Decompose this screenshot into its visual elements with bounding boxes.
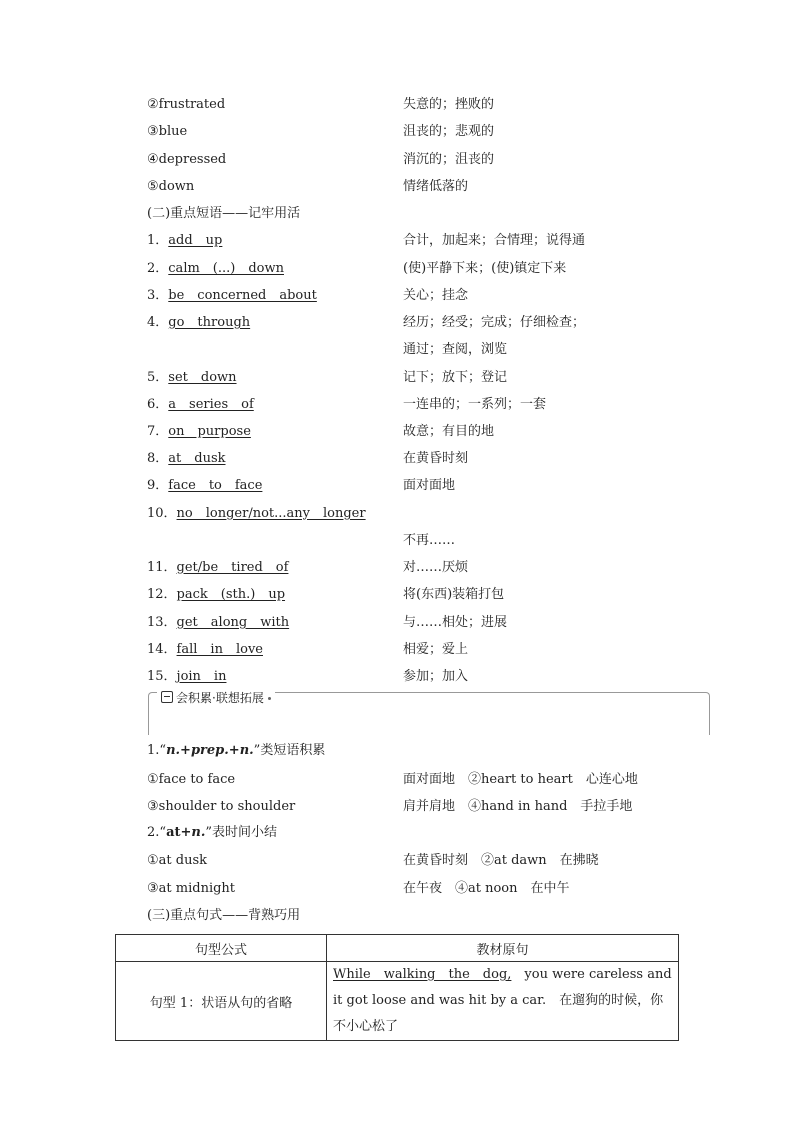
extension-row [147,797,667,817]
table-header-original: 教材原句 [327,935,679,962]
phrase-row [147,613,667,633]
box-title-text: 会积累·联想拓展 [176,691,264,705]
phrase-number: 2． [147,261,169,276]
phrase-meaning: 参加；加入 [403,669,469,684]
phrase-number: 6． [147,397,169,412]
phrase-meaning: 关心；挂念 [403,288,469,303]
phrase-number: 14． [147,642,177,657]
phrase-row [147,476,667,496]
phrase-row-continued [147,340,667,360]
phrase-number: 15． [147,669,177,684]
phrase-meaning: 将(东西)装箱打包 [403,587,505,602]
table-cell-original [327,962,679,1041]
sentence-rest: you were careless and it got loose and was hit by a car. 在遛狗的时候，你不小心松了 [333,967,672,1034]
extension-zh: 在午夜 ④at noon 在中午 [403,881,570,896]
phrase-row [147,558,667,578]
phrase-meaning: 在黄昏时刻 [403,451,469,466]
phrase-meaning: 与……相处；进展 [403,615,508,630]
phrase-meaning: 合计，加起来；合情理；说得通 [403,233,586,248]
extension-zh: 面对面地 ②heart to heart 心连心地 [403,772,638,787]
phrase-text: go through [168,315,251,330]
extension-en: ③at midnight [147,881,236,896]
underlined-clause: While walking the dog, [333,967,512,982]
word-zh: 情绪低落的 [403,179,469,194]
phrase-text: on purpose [168,424,251,439]
note-icon [161,691,173,703]
extension-heading-2: 2.“at+n.”表时间小结 [147,825,278,840]
phrase-text: add up [168,233,223,248]
word-zh: 失意的；挫败的 [403,97,495,112]
phrase-number: 8． [147,451,169,466]
phrase-text: fall in love [176,642,263,657]
extension-zh: 在黄昏时刻 ②at dawn 在拂晓 [403,853,599,868]
phrase-text: be concerned about [168,288,317,303]
phrase-number: 3． [147,288,169,303]
phrase-number: 9． [147,478,169,493]
phrase-text: calm (...) down [168,261,284,276]
phrase-text: pack (sth.) up [176,587,286,602]
phrase-number: 7． [147,424,169,439]
sentence-pattern-table [115,934,679,1041]
extension-row [147,770,667,790]
word-en: ②frustrated [147,97,226,112]
word-row [147,122,667,142]
extension-row [147,879,667,899]
word-en: ④depressed [147,152,227,167]
extension-box-title [157,690,275,706]
phrase-number: 4． [147,315,169,330]
phrase-meaning: 故意；有目的地 [403,424,495,439]
dot-icon [268,697,271,700]
table-row [116,962,679,1041]
phrase-row [147,667,667,687]
phrase-text: get along with [176,615,290,630]
phrase-text: face to face [168,478,263,493]
word-row [147,95,667,115]
table-cell-pattern: 句型 1：状语从句的省略 [116,962,327,1041]
phrase-text: get/be tired of [176,560,289,575]
phrase-text: at dusk [168,451,226,466]
extension-en: ③shoulder to shoulder [147,799,296,814]
table-header-pattern: 句型公式 [116,935,327,962]
phrase-row [147,313,667,333]
phrase-row [147,231,667,251]
phrase-meaning: 一连串的；一系列；一套 [403,397,547,412]
phrase-meaning: (使)平静下来；(使)镇定下来 [403,261,567,276]
phrase-row [147,368,667,388]
phrase-meaning: 不再…… [403,533,456,548]
phrase-number: 5． [147,370,169,385]
extension-en: ①at dusk [147,853,208,868]
word-row [147,177,667,197]
phrase-row-continued [147,531,667,551]
section-heading-phrases: (二)重点短语——记牢用活 [147,206,301,221]
phrase-meaning: 相爱；爱上 [403,642,469,657]
extension-heading-1: 1.“n.+prep.+n.”类短语积累 [147,743,326,758]
phrase-number: 11． [147,560,177,575]
word-zh: 沮丧的；悲观的 [403,124,495,139]
phrase-text: no longer/not...any longer [176,506,366,521]
section-heading-sentences: (三)重点句式——背熟巧用 [147,908,301,923]
phrase-meaning-continued: 通过；查阅，浏览 [403,342,508,357]
phrase-meaning: 记下；放下；登记 [403,370,508,385]
phrase-row [147,585,667,605]
phrase-number: 1． [147,233,169,248]
phrase-text: set down [168,370,237,385]
phrase-row [147,640,667,660]
phrase-text: join in [176,669,227,684]
phrase-number: 10． [147,506,177,521]
phrase-row [147,422,667,442]
phrase-row [147,449,667,469]
extension-en: ①face to face [147,772,236,787]
phrase-meaning: 对……厌烦 [403,560,469,575]
phrase-meaning: 面对面地 [403,478,456,493]
word-en: ⑤down [147,179,195,194]
phrase-row [147,395,667,415]
extension-zh: 肩并肩地 ④hand in hand 手拉手地 [403,799,633,814]
word-row [147,150,667,170]
phrase-meaning: 经历；经受；完成；仔细检查； [403,315,586,330]
phrase-text: a series of [168,397,254,412]
word-zh: 消沉的；沮丧的 [403,152,495,167]
table-header-row [116,935,679,962]
phrase-row [147,259,667,279]
phrase-row [147,286,667,306]
word-en: ③blue [147,124,188,139]
phrase-row [147,504,667,524]
phrase-number: 12． [147,587,177,602]
extension-row [147,851,667,871]
phrase-number: 13． [147,615,177,630]
